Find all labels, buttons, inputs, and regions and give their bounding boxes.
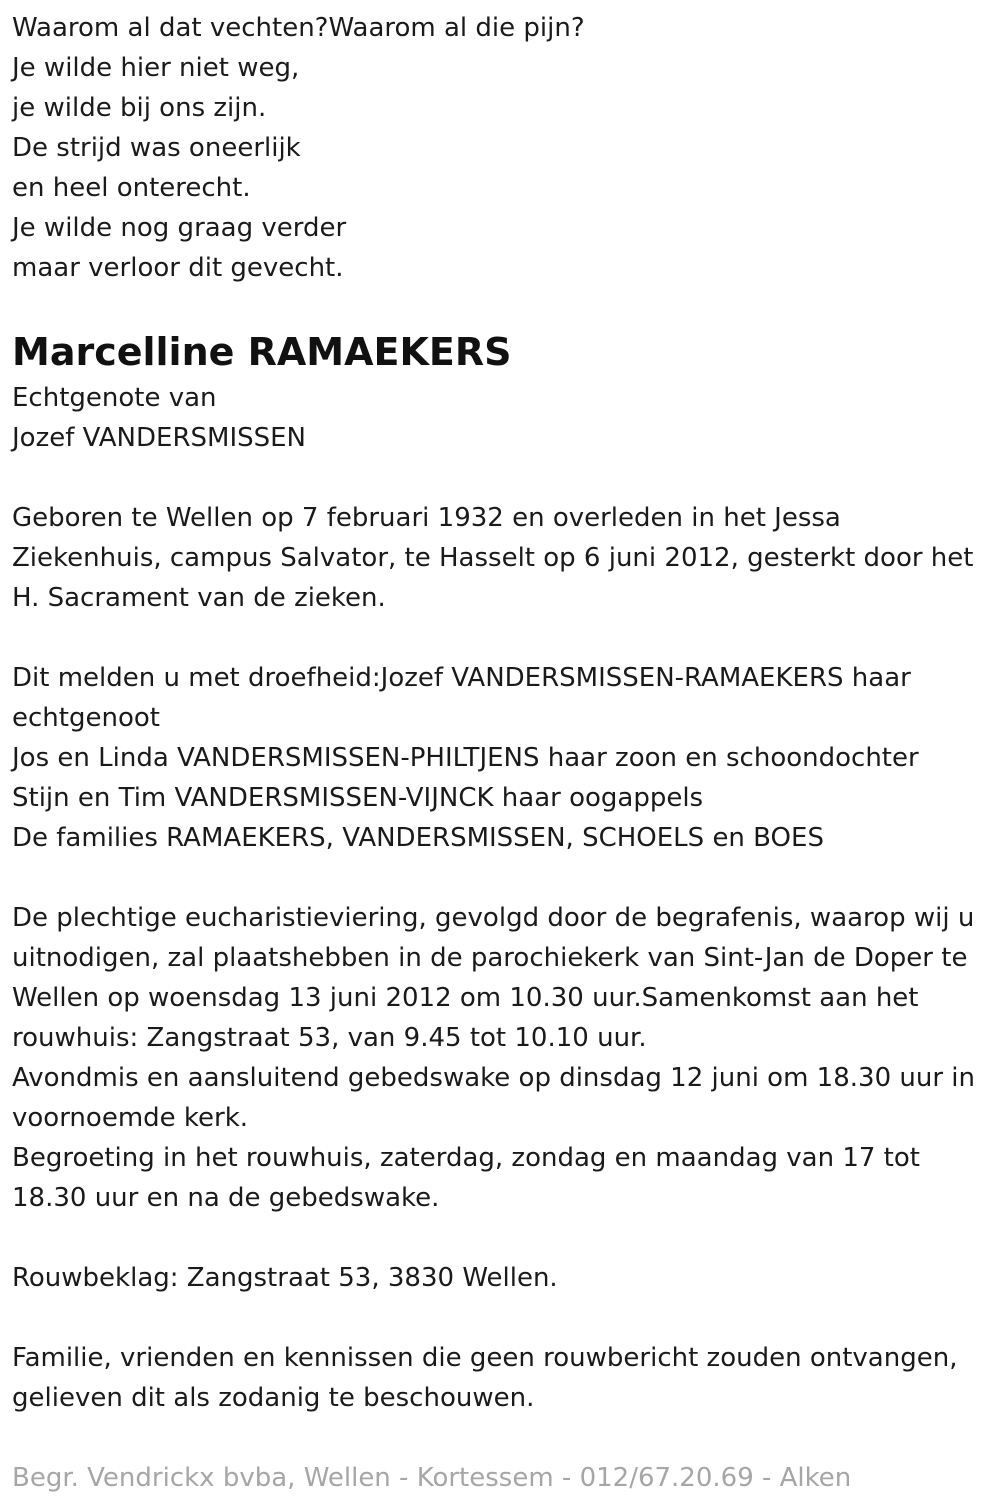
service-paragraph: De plechtige eucharistieviering, gevolgd door de begrafenis, waarop wij u uitnodigen, zal plaatshebben in de parochiekerk van Sint-Jan de Doper te Wellen op woensdag 13 juni 2012 om 10.30 uur.Samenkomst aan het rouwhuis: Zangstraat 53, van 9.45 tot 10.10 uur. bbox=[12, 903, 975, 1053]
announcer-line: De families RAMAEKERS, VANDERSMISSEN, SCHOELS en BOES bbox=[12, 823, 824, 853]
poem-line: Je wilde nog graag verder bbox=[12, 213, 347, 243]
announcer-line: Jos en Linda VANDERSMISSEN-PHILTJENS haar zoon en schoondochter bbox=[12, 743, 919, 773]
birth-death-paragraph: Geboren te Wellen op 7 februari 1932 en overleden in het Jessa Ziekenhuis, campus Salvator, te Hasselt op 6 juni 2012, gesterkt door het H. Sacrament van de zieken. bbox=[12, 503, 974, 613]
poem-line: maar verloor dit gevecht. bbox=[12, 253, 344, 283]
ceremony bbox=[12, 898, 988, 1218]
spacer bbox=[12, 858, 988, 898]
announcers bbox=[12, 658, 988, 858]
poem bbox=[12, 8, 988, 288]
poem-line: je wilde bij ons zijn. bbox=[12, 93, 267, 123]
announcer-line: Stijn en Tim VANDERSMISSEN-VIJNCK haar oogappels bbox=[12, 783, 704, 813]
spouse-name: Jozef VANDERSMISSEN bbox=[12, 423, 306, 453]
poem-line: Je wilde hier niet weg, bbox=[12, 53, 300, 83]
condolence-address: Rouwbeklag: Zangstraat 53, 3830 Wellen. bbox=[12, 1263, 558, 1293]
spacer bbox=[12, 288, 988, 316]
poem-line: Waarom al dat vechten?Waarom al die pijn? bbox=[12, 13, 585, 43]
vigil-paragraph: Avondmis en aansluitend gebedswake op dinsdag 12 juni om 18.30 uur in voornoemde kerk. bbox=[12, 1063, 975, 1133]
spacer bbox=[12, 458, 988, 498]
spacer bbox=[12, 1298, 988, 1338]
spacer bbox=[12, 1418, 988, 1458]
greeting-paragraph: Begroeting in het rouwhuis, zaterdag, zondag en maandag van 17 tot 18.30 uur en na de gebedswake. bbox=[12, 1143, 920, 1213]
spacer bbox=[12, 1218, 988, 1258]
spouse-line: Echtgenote van bbox=[12, 383, 217, 413]
poem-line: De strijd was oneerlijk bbox=[12, 133, 301, 163]
funeral-home-footer: Begr. Vendrickx bvba, Wellen - Kortessem - 012/67.20.69 - Alken bbox=[12, 1463, 852, 1493]
notice-paragraph: Familie, vrienden en kennissen die geen rouwbericht zouden ontvangen, gelieven dit als zodanig te beschouwen. bbox=[12, 1343, 958, 1413]
spacer bbox=[12, 618, 988, 658]
deceased-name: Marcelline RAMAEKERS bbox=[12, 330, 512, 374]
poem-line: en heel onterecht. bbox=[12, 173, 251, 203]
announcer-intro: Dit melden u met droefheid:Jozef VANDERSMISSEN-RAMAEKERS haar echtgenoot bbox=[12, 663, 911, 733]
